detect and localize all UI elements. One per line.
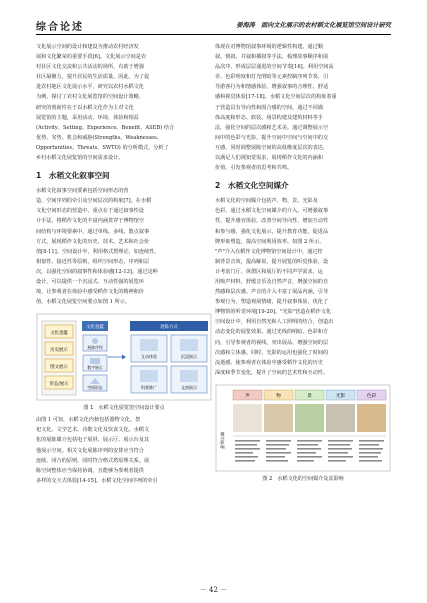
left-box-4-label: 形态/展示 — [49, 382, 69, 388]
page-number: － 42 － — [199, 586, 228, 594]
figure-1-svg — [36, 313, 212, 401]
left-column — [36, 42, 212, 486]
exhibit-icon — [92, 338, 98, 344]
figure-2-side-label: 媒介影响 — [220, 431, 226, 449]
figure-1-paragraph: 由图 1 可知，水稻文化内核包括器物文化、祭 祀文化、文学艺术、诗歌文化及饮食文化。水稻文 化的展陈媒介包括电子展屏、展示厅、展示台及其 他展示空间。相关文化展陈序列的安排应当符合 连续、闭合的原则，同时符合格式塔原理关系。展 陈空间整体应当保持协调，且能够为参观者提供 多样的交互式体验[14-15]。水稻文化空间序列的牵引 — [36, 417, 158, 484]
scene-image — [295, 404, 324, 432]
section-1-paragraph: 水稻文化叙事空间要素包括空间形态的营 造，空间序列的牵引及空间层次的构象[7]。在水稻 文化空间形态的营造中，重点在于通过叙事性设 计手法，将稻作文化的丰富内涵贯穿于博物馆空 间结构与环境要素中。通过单线、多线、散点叙事 方式，展现稻作文化的历史、技术、艺术和社会价 值[8-11]。空间设计中，利用格式塔理论，如连续性、 相似性、接近性等原则，组织空间形态，序列和层 次，以强化空间的叙事性和体验感[12-13]。通过这种 设计，可以提供一个沉浸式、互动性强的展览环 境，让参观者在体验中感受稻作文化的精神和价 值。水稻文化展览空间要点如图 1 所示。 — [36, 188, 160, 306]
right-column — [215, 42, 391, 486]
right-box-1-label: 互动体验 — [141, 354, 157, 360]
section-2-paragraph: 水稻文化的空间媒介包括声、物、景、光影及 色彩。通过水稻文化空间媒介的介入，可增强叙事 性、提升感官体验，改善空间导向性，增加互动性 和参与感，强化文化展示，提升教育功能，促进品 牌形象塑造，提高空间利用效率。如图 2 所示。 "声"介入在稻作文化博物馆空间设计中，通过控 制背景音效，提高解说，提升展览的听觉体验，设 计考虑门厅、休憩区和展厅的不同声学需求，运 用吸声材料，舒缓音乐及自然声音，增强空间的自 然感和层次感。声音的介入丰富了展品内涵，引导 参观行为，塑造观展情绪，提升叙事体验，优化了 博物馆的听觉环境[19-20]。"光影"营造在稻作文化 空间设计中，利用自然光和人工照明的结合，创造出 动态变化的展览效果。通过光线的明暗、色彩和方 向，引导参观者的视线，突出展品，增强空间的层 次感和立体感。同时，光影的运用也强化了时间的 流逝感，使参观者在体验中感受稻作文化的历史 深度和季节变化，提升了空间的艺术性和互动性。 — [215, 198, 334, 376]
journal-section-label: 综合论述 — [36, 22, 84, 33]
center-top-label: 文化意蕴 — [86, 325, 104, 331]
running-header — [36, 16, 391, 35]
figure-2-svg — [215, 384, 391, 472]
right-box-4-label: 文创展示 — [181, 385, 197, 391]
left-box-3-label: 图文展示 — [50, 365, 68, 371]
interaction-icon — [140, 339, 158, 351]
center-box-2-label: 数字展示 — [87, 365, 103, 371]
right-paragraph-1: 体现在对博物馆叙事环境的逻辑性构建。通过顺 叙、倒叙、并叙和插叙等手法，梳理故事顺序和展 品次序，形成层层递进的空间节奏[16]。利用空间高 差、色彩明度和灯光明暗等元素控制序列节奏，引 导游客行为和情感体验，增强叙事的合理性、舒适 感和视觉体验[17-18]。水稻文化空间层次的构象着重 于营造具有导向性和围合感的空间。通过不同墙 体高度和形态、软装、场景构建及建筑材料等手 法，强化空间的层次感和艺术美。通过调整展示空 间中的色彩与光影，提升空间中空间与空间中的交 互感，同时调整展陈空间的高低维度层次的表达， 以满足人们视知觉需求，展现稻作文化的内涵和 价值，引发参观者的思考和共鸣。 — [215, 44, 337, 172]
creative-icon — [180, 370, 198, 382]
center-box-3-label: 空间形态 — [87, 385, 103, 391]
left-paragraph-1: 文化展示空间的设计和建设为推动农村经济发 展和文化繁荣的重要手段[6]。文化展示空间是农 村社区文化交流和公共活动的场所，有助于增强 社区凝聚力，提升居民的生活质量。因此，为了促 进农村地区文化展示水平，研究以农村水稻文化 为例，探讨了农村文化展览馆的空间设计策略。 — [36, 44, 150, 101]
right-box-2-label: 沉浸展示 — [181, 354, 197, 360]
left-box-1-label: 文化意蕴 — [50, 331, 68, 337]
figure-2-caption: 图 2 水稻文化的空间媒介及其影响 — [262, 475, 344, 482]
section-1-heading: 1 水稻文化叙事空间 — [36, 171, 110, 181]
right-top-label: 展陈方式 — [160, 325, 178, 331]
section-2-heading: 2 水稻文化空间媒介 — [215, 181, 289, 191]
figure-2-diagram — [215, 384, 391, 472]
figure-1-caption: 图 1 水稻文化展览馆空间设计要点 — [83, 405, 165, 412]
figure-1-diagram — [36, 313, 212, 401]
immersion-icon — [180, 339, 198, 351]
media-header-3-label: 景 — [307, 393, 312, 399]
right-box-3-label: 科普推广 — [141, 385, 157, 391]
science-icon — [140, 370, 158, 382]
screen-icon — [90, 358, 100, 364]
sound-image — [233, 404, 262, 432]
left-paragraph-2: 研究的创新性在于以水稻文化作为主对文化 展览馆的主题，采用活动、环境、体验和相益 (Activity、Setting、Experience、Benefit，ASEB) 结合 优势、劣势、机会和威胁(Strengths、Weaknesses、 Opportunities、Threats，SWTO) 的分析模式，分析了 乡村水稻文化展览馆的空间需求设计。 — [36, 104, 175, 162]
object-image — [264, 404, 293, 432]
media-header-5-label: 色彩 — [366, 393, 377, 399]
light-image — [326, 404, 355, 432]
center-box-1-label: 展陈序列 — [87, 345, 103, 351]
left-box-2-label: 历史展示 — [50, 348, 68, 354]
media-header-2-label: 物 — [276, 393, 281, 399]
color-image — [357, 404, 386, 432]
article-running-title: 晏海涛 面向文化展示的农村稻文化展览馆空间设计研究 — [236, 22, 391, 29]
media-header-1-label: 声 — [245, 393, 250, 399]
media-header-4-label: 光影 — [335, 393, 346, 399]
